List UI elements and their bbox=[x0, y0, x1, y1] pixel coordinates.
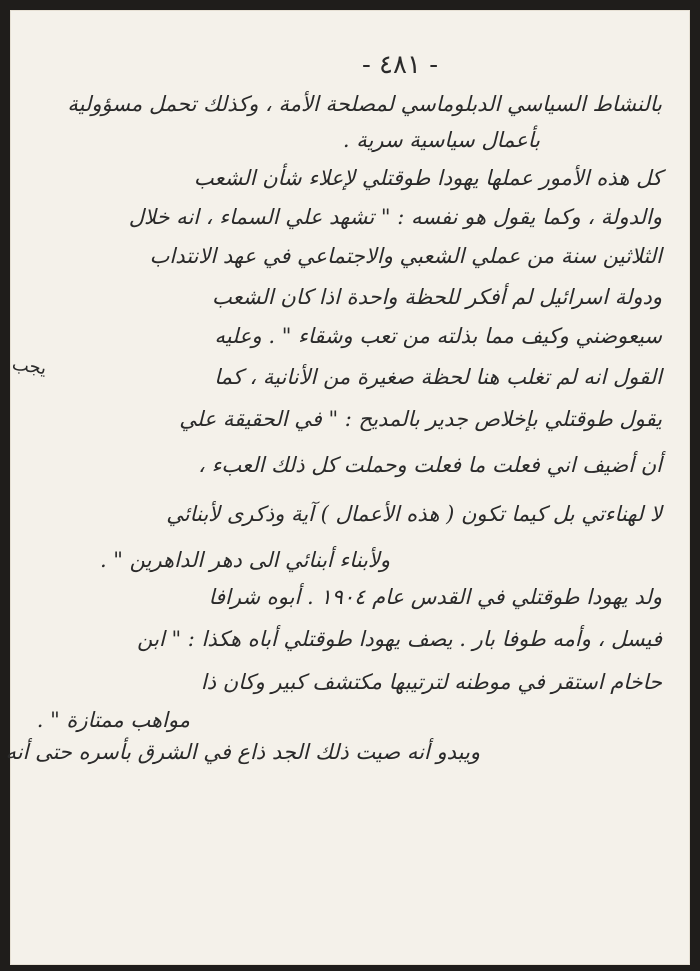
document-page bbox=[5, 10, 690, 965]
text-line: حاخام استقر في موطنه لترتيبها مكتشف كبير وكان ذا bbox=[200, 670, 662, 694]
text-line: كل هذه الأمور عملها يهودا طوقتلي لإعلاء شأن الشعب bbox=[193, 166, 662, 190]
text-line: القول انه لم تغلب هنا لحظة صغيرة من الأنانية ، كما bbox=[214, 365, 662, 389]
page-number: - ٤٨١ - bbox=[361, 50, 439, 80]
text-line: سيعوضني وكيف مما بذلته من تعب وشقاء " . وعليه bbox=[214, 324, 662, 348]
text-line: لا لهناءتي بل كيما تكون ( هذه الأعمال ) آية وذكرى لأبنائي bbox=[166, 502, 662, 526]
text-line: والدولة ، وكما يقول هو نفسه : " تشهد علي السماء ، انه خلال bbox=[128, 205, 662, 229]
text-line: ودولة اسرائيل لم أفكر للحظة واحدة اذا كان الشعب bbox=[212, 285, 662, 309]
text-line: ولد يهودا طوقتلي في القدس عام ١٩٠٤ . أبوه شرافا bbox=[208, 585, 662, 609]
text-line: ويبدو أنه صيت ذلك الجد ذاع في الشرق بأسره حتى أنه bbox=[5, 740, 480, 764]
text-line: الثلاثين سنة من عملي الشعبي والاجتماعي في عهد الانتداب bbox=[149, 244, 662, 268]
text-line: بالنشاط السياسي الدبلوماسي لمصلحة الأمة ، وكذلك تحمل مسؤولية bbox=[67, 92, 662, 116]
text-line: ولأبناء أبنائي الى دهر الداهرين " . bbox=[99, 548, 390, 572]
text-line: مواهب ممتازة " . bbox=[36, 708, 190, 732]
text-line: بأعمال سياسية سرية . bbox=[342, 128, 540, 152]
text-line: أن أضيف اني فعلت ما فعلت وحملت كل ذلك العبء ، bbox=[198, 453, 662, 477]
margin-note: يجب bbox=[10, 353, 48, 380]
text-line: فيسل ، وأمه طوفا بار . يصف يهودا طوقتلي أباه هكذا : " ابن bbox=[137, 627, 662, 651]
text-line: يقول طوقتلي بإخلاص جدير بالمديح : " في الحقيقة علي bbox=[179, 407, 662, 431]
